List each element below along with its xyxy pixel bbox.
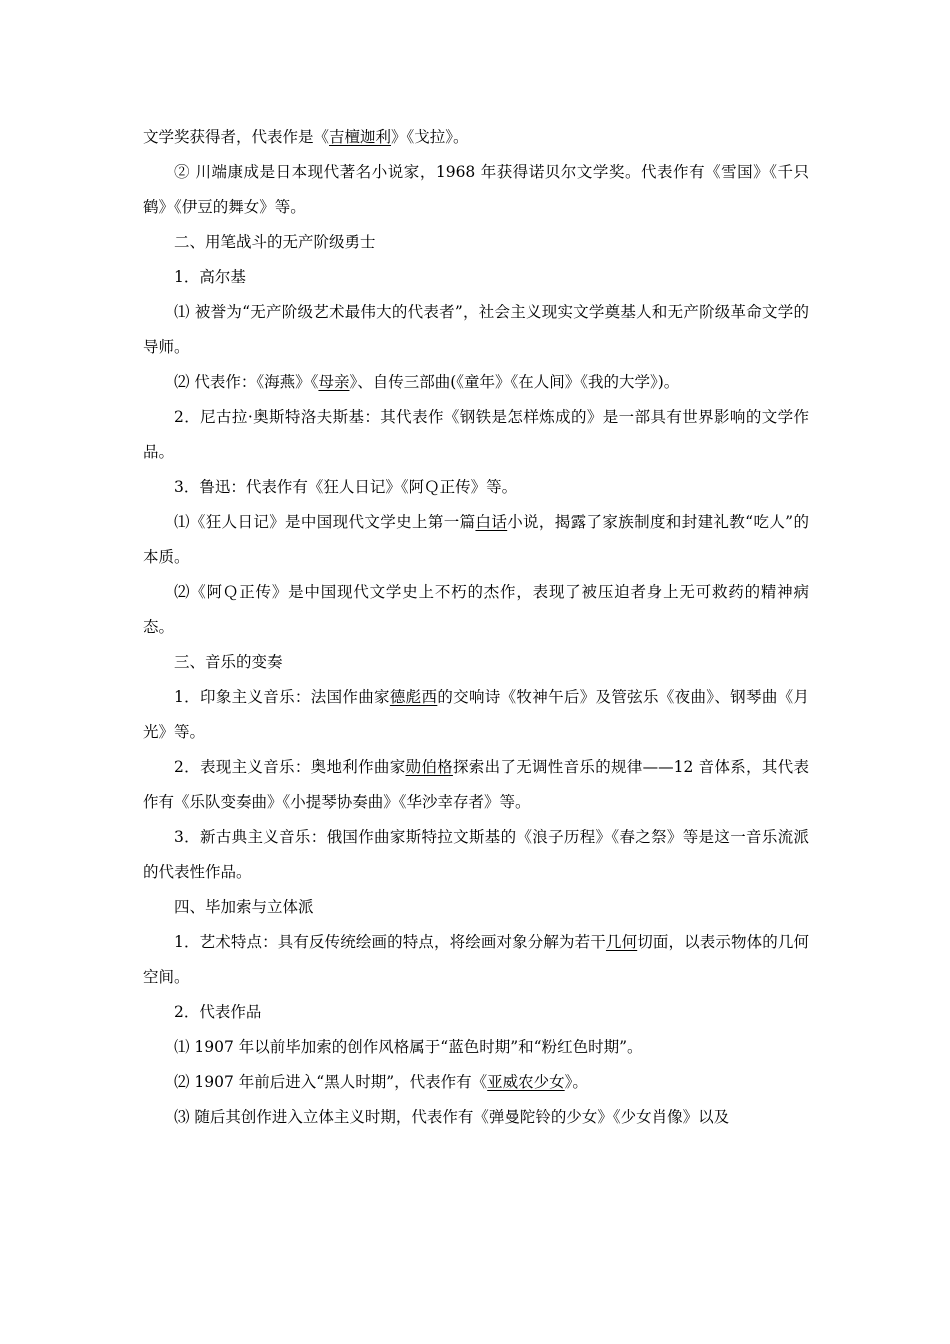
underlined-term: 母亲	[318, 373, 350, 391]
paragraph-p15	[143, 890, 809, 925]
underlined-term: 亚威农少女	[487, 1073, 565, 1091]
paragraph-p04	[143, 260, 809, 295]
text-run: ② 川端康成是日本现代著名小说家，1968 年获得诺贝尔文学奖。代表作有《雪国》《千只鹤》《伊豆的舞女》等。	[143, 163, 809, 216]
text-run: ⑵ 代表作：《海燕》《	[174, 373, 319, 391]
text-run: ⑵ 1907 年前后进入“黑人时期”，代表作有《	[174, 1073, 488, 1091]
paragraph-p11	[143, 645, 809, 680]
text-run: 1．印象主义音乐：法国作曲家	[174, 688, 390, 706]
text-run: ⑵《阿Ｑ正传》是中国现代文学史上不朽的杰作，表现了被压迫者身上无可救药的精神病态。	[143, 583, 809, 636]
text-run: 的交响诗《牧神午后》及管弦乐《夜曲》、钢琴曲《月光》等。	[143, 688, 809, 741]
paragraph-p12	[143, 680, 809, 750]
underlined-term: 白话	[475, 513, 508, 531]
text-run: 2．代表作品	[174, 1003, 262, 1021]
text-run: 1．高尔基	[174, 268, 246, 286]
paragraph-p13	[143, 750, 809, 820]
paragraph-p02	[143, 155, 809, 225]
text-run: 》、自传三部曲(《童年》《在人间》《我的大学》)。	[349, 373, 680, 391]
text-run: 》《戈拉》。	[391, 128, 469, 146]
paragraph-p16	[143, 925, 809, 995]
text-run: ⑴ 1907 年以前毕加索的创作风格属于“蓝色时期”和“粉红色时期”。	[174, 1038, 643, 1056]
text-run: 3．新古典主义音乐：俄国作曲家斯特拉文斯基的《浪子历程》《春之祭》等是这一音乐流派的代表性作品。	[143, 828, 809, 881]
paragraph-p03	[143, 225, 809, 260]
underlined-term: 几何	[605, 933, 638, 951]
document-body	[143, 120, 809, 1135]
text-run: 探索出了无调性音乐的规律——12 音体系，其代表作有《乐队变奏曲》《小提琴协奏曲》《华沙幸存者》等。	[143, 758, 809, 811]
text-run: ⑴ 被誉为“无产阶级艺术最伟大的代表者”，社会主义现实文学奠基人和无产阶级革命文学的导师。	[143, 303, 809, 356]
text-run: 2．尼古拉·奥斯特洛夫斯基：其代表作《钢铁是怎样炼成的》是一部具有世界影响的文学作品。	[143, 408, 809, 461]
text-run: 1．艺术特点：具有反传统绘画的特点，将绘画对象分解为若干	[174, 933, 606, 951]
text-run: 》。	[564, 1073, 588, 1091]
paragraph-p05	[143, 295, 809, 365]
text-run: 切面，以表示物体的几何空间。	[143, 933, 809, 986]
paragraph-p20	[143, 1100, 809, 1135]
paragraph-p06	[143, 365, 809, 400]
paragraph-p10	[143, 575, 809, 645]
text-run: 三、音乐的变奏	[174, 653, 283, 671]
text-run: ⑶ 随后其创作进入立体主义时期，代表作有《弹曼陀铃的少女》《少女肖像》以及	[174, 1108, 730, 1126]
paragraph-p07	[143, 400, 809, 470]
paragraph-p01	[143, 120, 809, 155]
text-run: 2．表现主义音乐：奥地利作曲家	[174, 758, 406, 776]
paragraph-p08	[143, 470, 809, 505]
paragraph-p09	[143, 505, 809, 575]
text-run: ⑴《狂人日记》是中国现代文学史上第一篇	[174, 513, 476, 531]
text-run: 二、用笔战斗的无产阶级勇士	[174, 233, 376, 251]
underlined-term: 吉檀迦利	[329, 128, 392, 146]
text-run: 文学奖获得者，代表作是《	[143, 128, 330, 146]
paragraph-p14	[143, 820, 809, 890]
text-run: 四、毕加索与立体派	[174, 898, 314, 916]
paragraph-p18	[143, 1030, 809, 1065]
text-run: 3．鲁迅：代表作有《狂人日记》《阿Ｑ正传》等。	[174, 478, 518, 496]
underlined-term: 勋伯格	[405, 758, 453, 776]
paragraph-p17	[143, 995, 809, 1030]
paragraph-p19	[143, 1065, 809, 1100]
text-run: 小说，揭露了家族制度和封建礼教“吃人”的本质。	[143, 513, 809, 566]
underlined-term: 德彪西	[389, 688, 438, 706]
